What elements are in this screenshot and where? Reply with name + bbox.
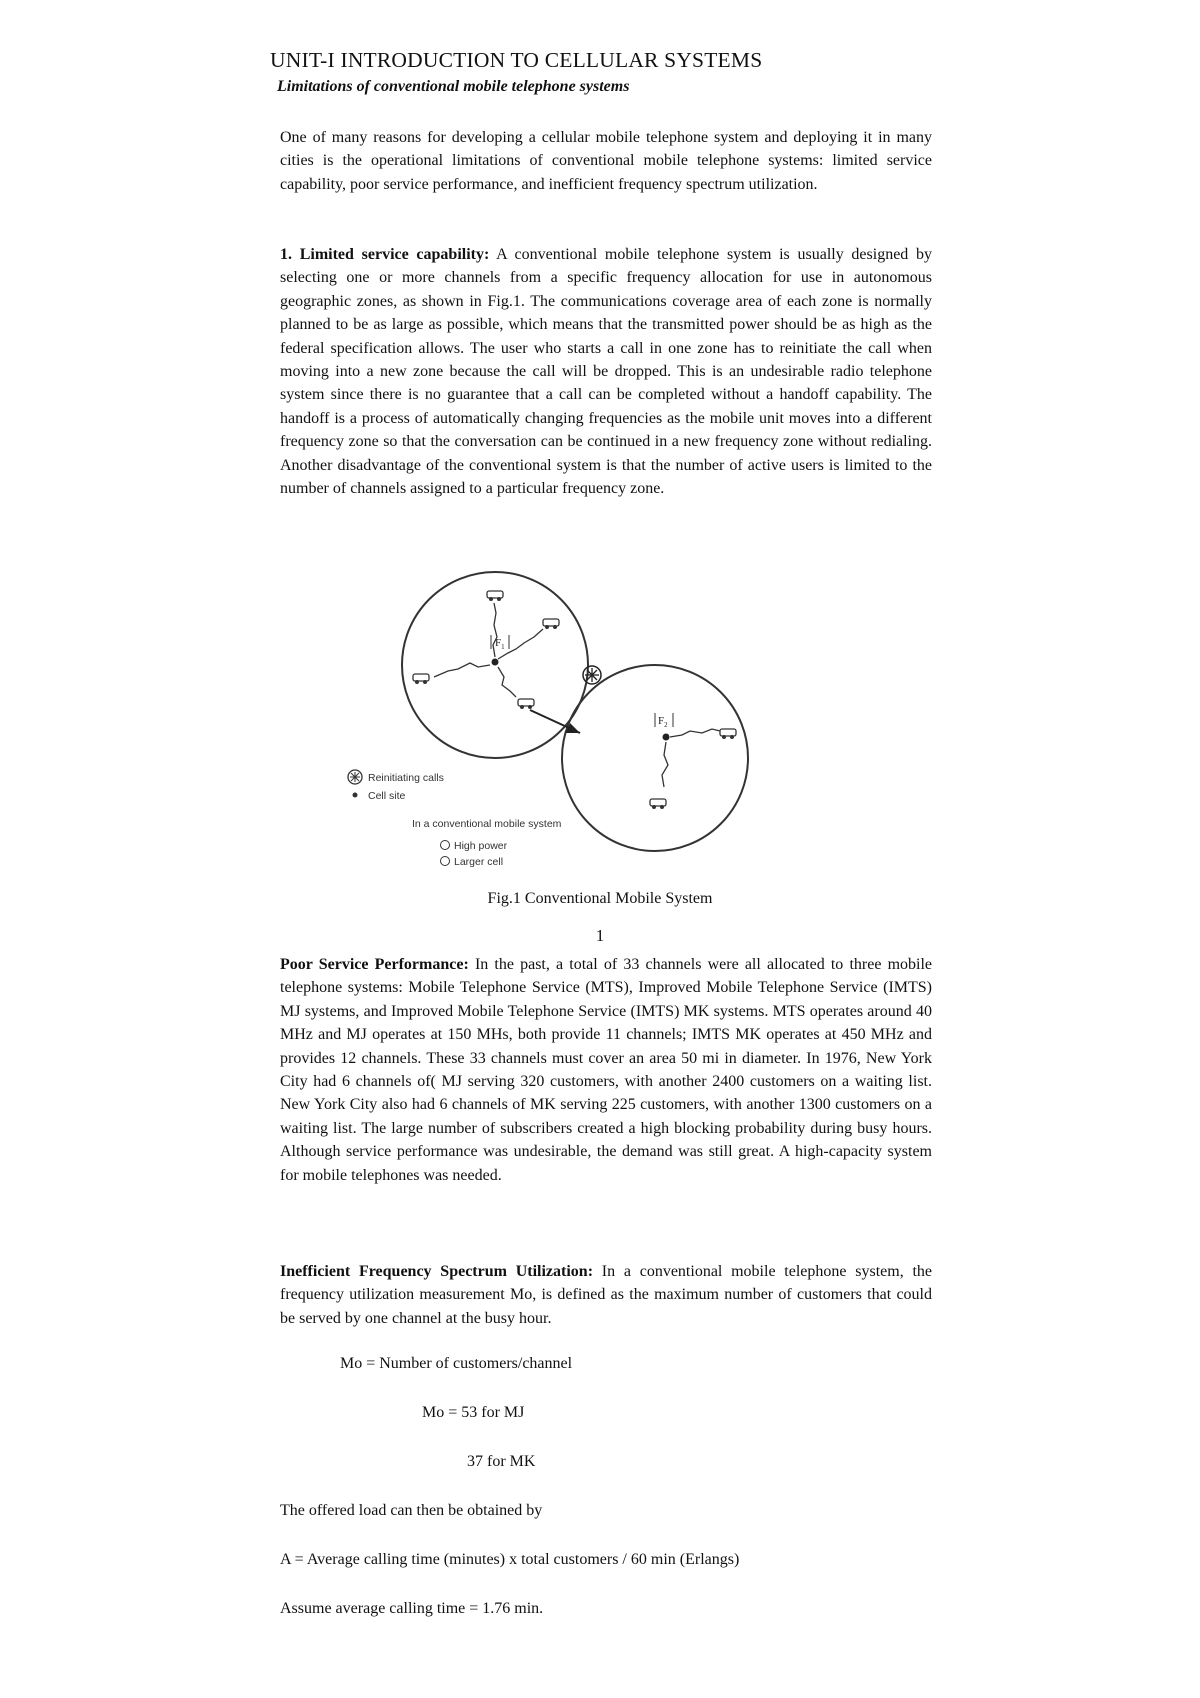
legend-power-circle [441,841,450,850]
car-icon [650,799,666,809]
legend-heading: In a conventional mobile system [412,818,562,830]
svg-text:F2 [658,715,668,729]
reinitiating-call-icon [583,666,601,684]
page-number: 1 [595,926,605,945]
f2-sub: 2 [664,721,668,729]
legend-cell-label: Larger cell [454,856,504,868]
legend-reinit-icon [348,770,362,784]
radio-link [498,667,516,697]
limited-service-body: A conventional mobile telephone system is usually designed by selecting one or more channels from a specific frequency allocation for use in autonomous geographic zones, as shown in Fig.1. The communications coverage area of each zone is normally planned to be as large as possible, which means that the transmitted power should be as high as the federal specification allows. The user who starts a call in one zone has to reinitiate the call when moving into a new zone because the call will be dropped. This is an undesirable radio telephone system since there is no guarantee that a call can be completed without a handoff capability. The handoff is a process of automatically changing frequencies as the mobile unit moves into a different frequency zone so that the conversation can be continued in a new frequency zone without redialing. Another disadvantage of the conventional system is that the number of active users is limited to the number of channels assigned to a particular frequency zone. [280,246,932,498]
f1-letter: F [495,637,502,649]
frequency-label-f2 [655,713,673,729]
limited-service-paragraph [280,243,932,500]
equation-mo-mk: 37 for MK [467,1453,536,1470]
offered-load-intro: The offered load can then be obtained by [280,1502,543,1519]
legend [348,770,562,868]
section-subtitle: Limitations of conventional mobile telephone systems [277,78,630,95]
inefficient-spectrum-heading: Inefficient Frequency Spectrum Utilization: [280,1263,594,1280]
inefficient-spectrum-paragraph [280,1260,932,1330]
equation-offered-load: A = Average calling time (minutes) x total customers / 60 min (Erlangs) [280,1551,740,1568]
conventional-mobile-system-figure [330,565,770,875]
legend-site-dot [353,793,358,798]
cell-site-2-dot [663,734,670,741]
f2-letter: F [658,715,665,727]
f1-sub: 1 [501,643,505,651]
legend-reinit-label: Reinitiating calls [368,772,444,784]
radio-link [670,729,720,737]
legend-site-label: Cell site [368,790,406,802]
cell-site-1-dot [492,659,499,666]
limited-service-heading: 1. Limited service capability: [280,246,490,263]
radio-link [498,629,543,659]
intro-paragraph: One of many reasons for developing a cellular mobile telephone system and deploying it in many cities is the operational limitations of conventional mobile telephone systems: limited service capability, poor service performance, and inefficient frequency spectrum utilization. [280,129,932,193]
poor-service-paragraph [280,953,932,1187]
radio-link [662,742,668,787]
assumption-calling-time: Assume average calling time = 1.76 min. [280,1600,544,1617]
car-icon [720,729,736,739]
car-icon [518,699,534,709]
car-icon [413,674,429,684]
car-icon [543,619,559,629]
legend-cell-circle [441,857,450,866]
page-title: UNIT-I INTRODUCTION TO CELLULAR SYSTEMS [270,48,763,72]
radio-link [434,663,490,677]
poor-service-body: In the past, a total of 33 channels were all allocated to three mobile telephone systems: Mobile Telephone Service (MTS), Improved Mobile Telephone Service (IMTS) MJ systems, and Improved Mobile Telephone Service (IMTS) MK systems. MTS operates around 40 MHz and MJ operates at 150 MHs, both provide 11 channels; IMTS MK operates at 450 MHz and provides 12 channels. These 33 channels must cover an area 50 mi in diameter. In 1976, New York City had 6 channels of( MJ serving 320 customers, with another 2400 customers on a waiting list. New York City also had 6 channels of MK serving 225 customers, with another 1300 customers on a waiting list. The large number of subscribers created a high blocking probability during busy hours. Although service performance was undesirable, the demand was still great. A high-capacity system for mobile telephones was needed. [280,956,933,1184]
cell-2-circle [562,665,748,851]
poor-service-heading: Poor Service Performance: [280,956,469,973]
car-icon [487,591,503,601]
inefficient-spectrum-body: In a conventional mobile telephone system, the frequency utilization measurement Mo, is defined as the maximum number of customers that could be served by one channel at the busy hour. [280,1263,932,1327]
legend-power-label: High power [454,840,508,852]
equation-mo-mj: Mo = 53 for MJ [422,1404,525,1421]
equation-mo-definition: Mo = Number of customers/channel [340,1355,573,1372]
figure-caption: Fig.1 Conventional Mobile System [487,890,713,907]
